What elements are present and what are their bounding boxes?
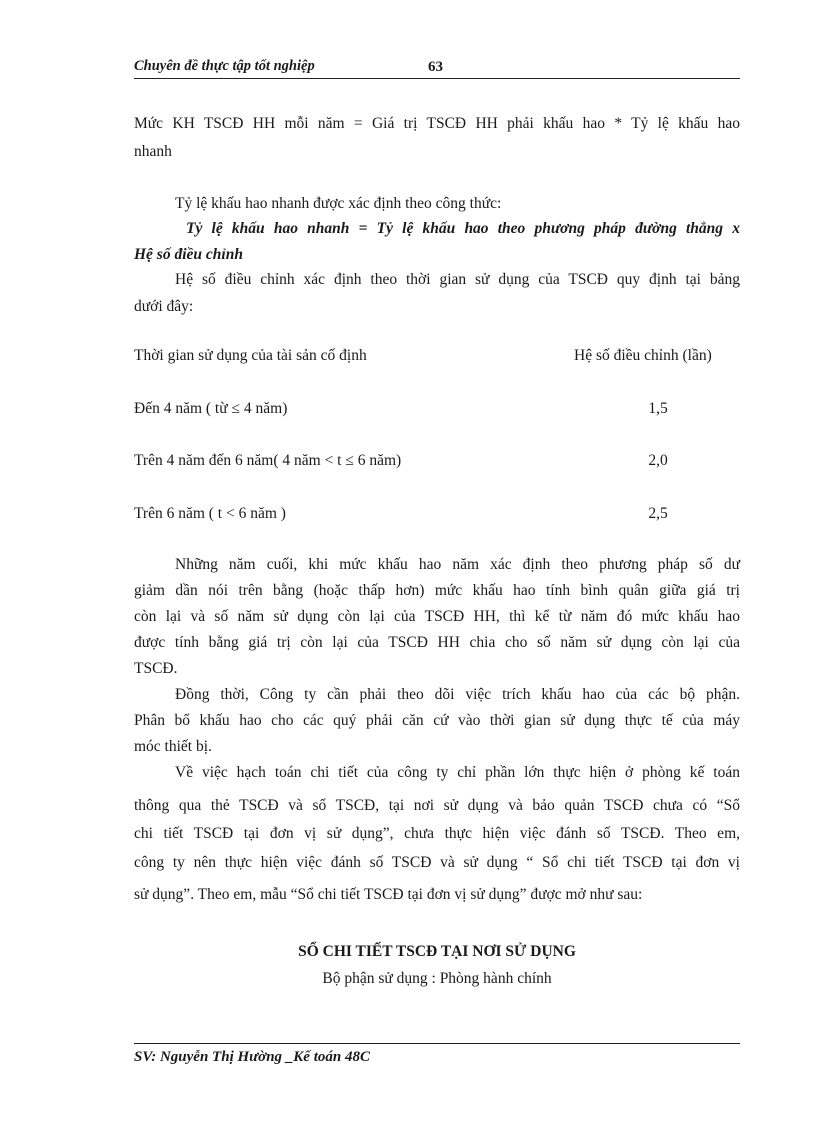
- formula-line-cont: nhanh: [134, 143, 172, 160]
- table-cell-coefficient: 2,5: [648, 505, 668, 522]
- coef-intro: Hệ số điều chỉnh xác định theo thời gian sử dụng của TSCĐ quy định tại bảng: [175, 271, 740, 288]
- paragraph-line: móc thiết bị.: [134, 738, 212, 755]
- paragraph-line: Đồng thời, Công ty cần phải theo dõi việc trích khấu hao của các bộ phận.: [175, 686, 740, 703]
- page-footer: [134, 1043, 740, 1065]
- table-header-period: Thời gian sử dụng của tài sản cố định: [134, 347, 367, 364]
- formula-line: Mức KH TSCĐ HH mỗi năm = Giá trị TSCĐ HH phải khấu hao * Tỷ lệ khấu hao: [134, 115, 740, 132]
- footer-text: SV: Nguyễn Thị Hường _Kế toán 48C: [134, 1049, 370, 1065]
- page-number: 63: [428, 59, 443, 75]
- table-row: [134, 505, 740, 525]
- paragraph-line: sử dụng”. Theo em, mẫu “Sổ chi tiết TSCĐ tại đơn vị sử dụng” được mở như sau:: [134, 886, 643, 903]
- paragraph-line: TSCĐ.: [134, 660, 178, 677]
- table-row: [134, 400, 740, 420]
- table-header-coefficient: Hệ số điều chỉnh (lần): [574, 347, 712, 364]
- rate-formula-cont: Hệ số điều chỉnh: [134, 246, 243, 263]
- form-subtitle: Bộ phận sử dụng : Phòng hành chính: [322, 970, 552, 987]
- coef-intro-cont: dưới đây:: [134, 298, 194, 315]
- paragraph-line: còn lại và số năm sử dụng còn lại của TSCĐ HH, thì kể từ năm đó mức khấu hao: [134, 608, 740, 625]
- table-header: [134, 347, 740, 367]
- paragraph-line: Về việc hạch toán chi tiết của công ty chỉ phần lớn thực hiện ở phòng kế toán: [175, 764, 740, 781]
- paragraph-line: giảm dần nói trên bằng (hoặc thấp hơn) mức khấu hao tính bình quân giữa giá trị: [134, 582, 740, 599]
- paragraph-line: chi tiết TSCĐ tại đơn vị sử dụng”, chưa thực hiện việc đánh số TSCĐ. Theo em,: [134, 825, 740, 842]
- paragraph-line: công ty nên thực hiện việc đánh số TSCĐ và sử dụng “ Sổ chi tiết TSCĐ tại đơn vị: [134, 854, 740, 871]
- paragraph-line: thông qua thẻ TSCĐ và sổ TSCĐ, tại nơi sử dụng và bảo quản TSCĐ chưa có “Sổ: [134, 797, 740, 814]
- form-title: SỔ CHI TIẾT TSCĐ TẠI NƠI SỬ DỤNG: [298, 943, 576, 960]
- rate-intro: Tỷ lệ khấu hao nhanh được xác định theo công thức:: [175, 195, 502, 212]
- table-cell-period: Đến 4 năm ( từ ≤ 4 năm): [134, 400, 288, 417]
- page-header: [134, 56, 740, 79]
- table-cell-coefficient: 1,5: [648, 400, 668, 417]
- paragraph-line: được tính bằng giá trị còn lại của TSCĐ HH chia cho số năm sử dụng còn lại của: [134, 634, 740, 651]
- table-cell-coefficient: 2,0: [648, 452, 668, 469]
- table-cell-period: Trên 4 năm đến 6 năm( 4 năm < t ≤ 6 năm): [134, 452, 402, 469]
- table-cell-period: Trên 6 năm ( t < 6 năm ): [134, 505, 286, 522]
- paragraph-line: Những năm cuối, khi mức khấu hao năm xác định theo phương pháp số dư: [175, 556, 740, 573]
- rate-formula: Tỷ lệ khấu hao nhanh = Tỷ lệ khấu hao theo phương pháp đường thẳng x: [186, 220, 740, 237]
- header-title: Chuyên đề thực tập tốt nghiệp: [134, 58, 315, 74]
- table-row: [134, 452, 740, 472]
- paragraph-line: Phân bổ khấu hao cho các quý phải căn cứ vào thời gian sử dụng thực tế của máy: [134, 712, 740, 729]
